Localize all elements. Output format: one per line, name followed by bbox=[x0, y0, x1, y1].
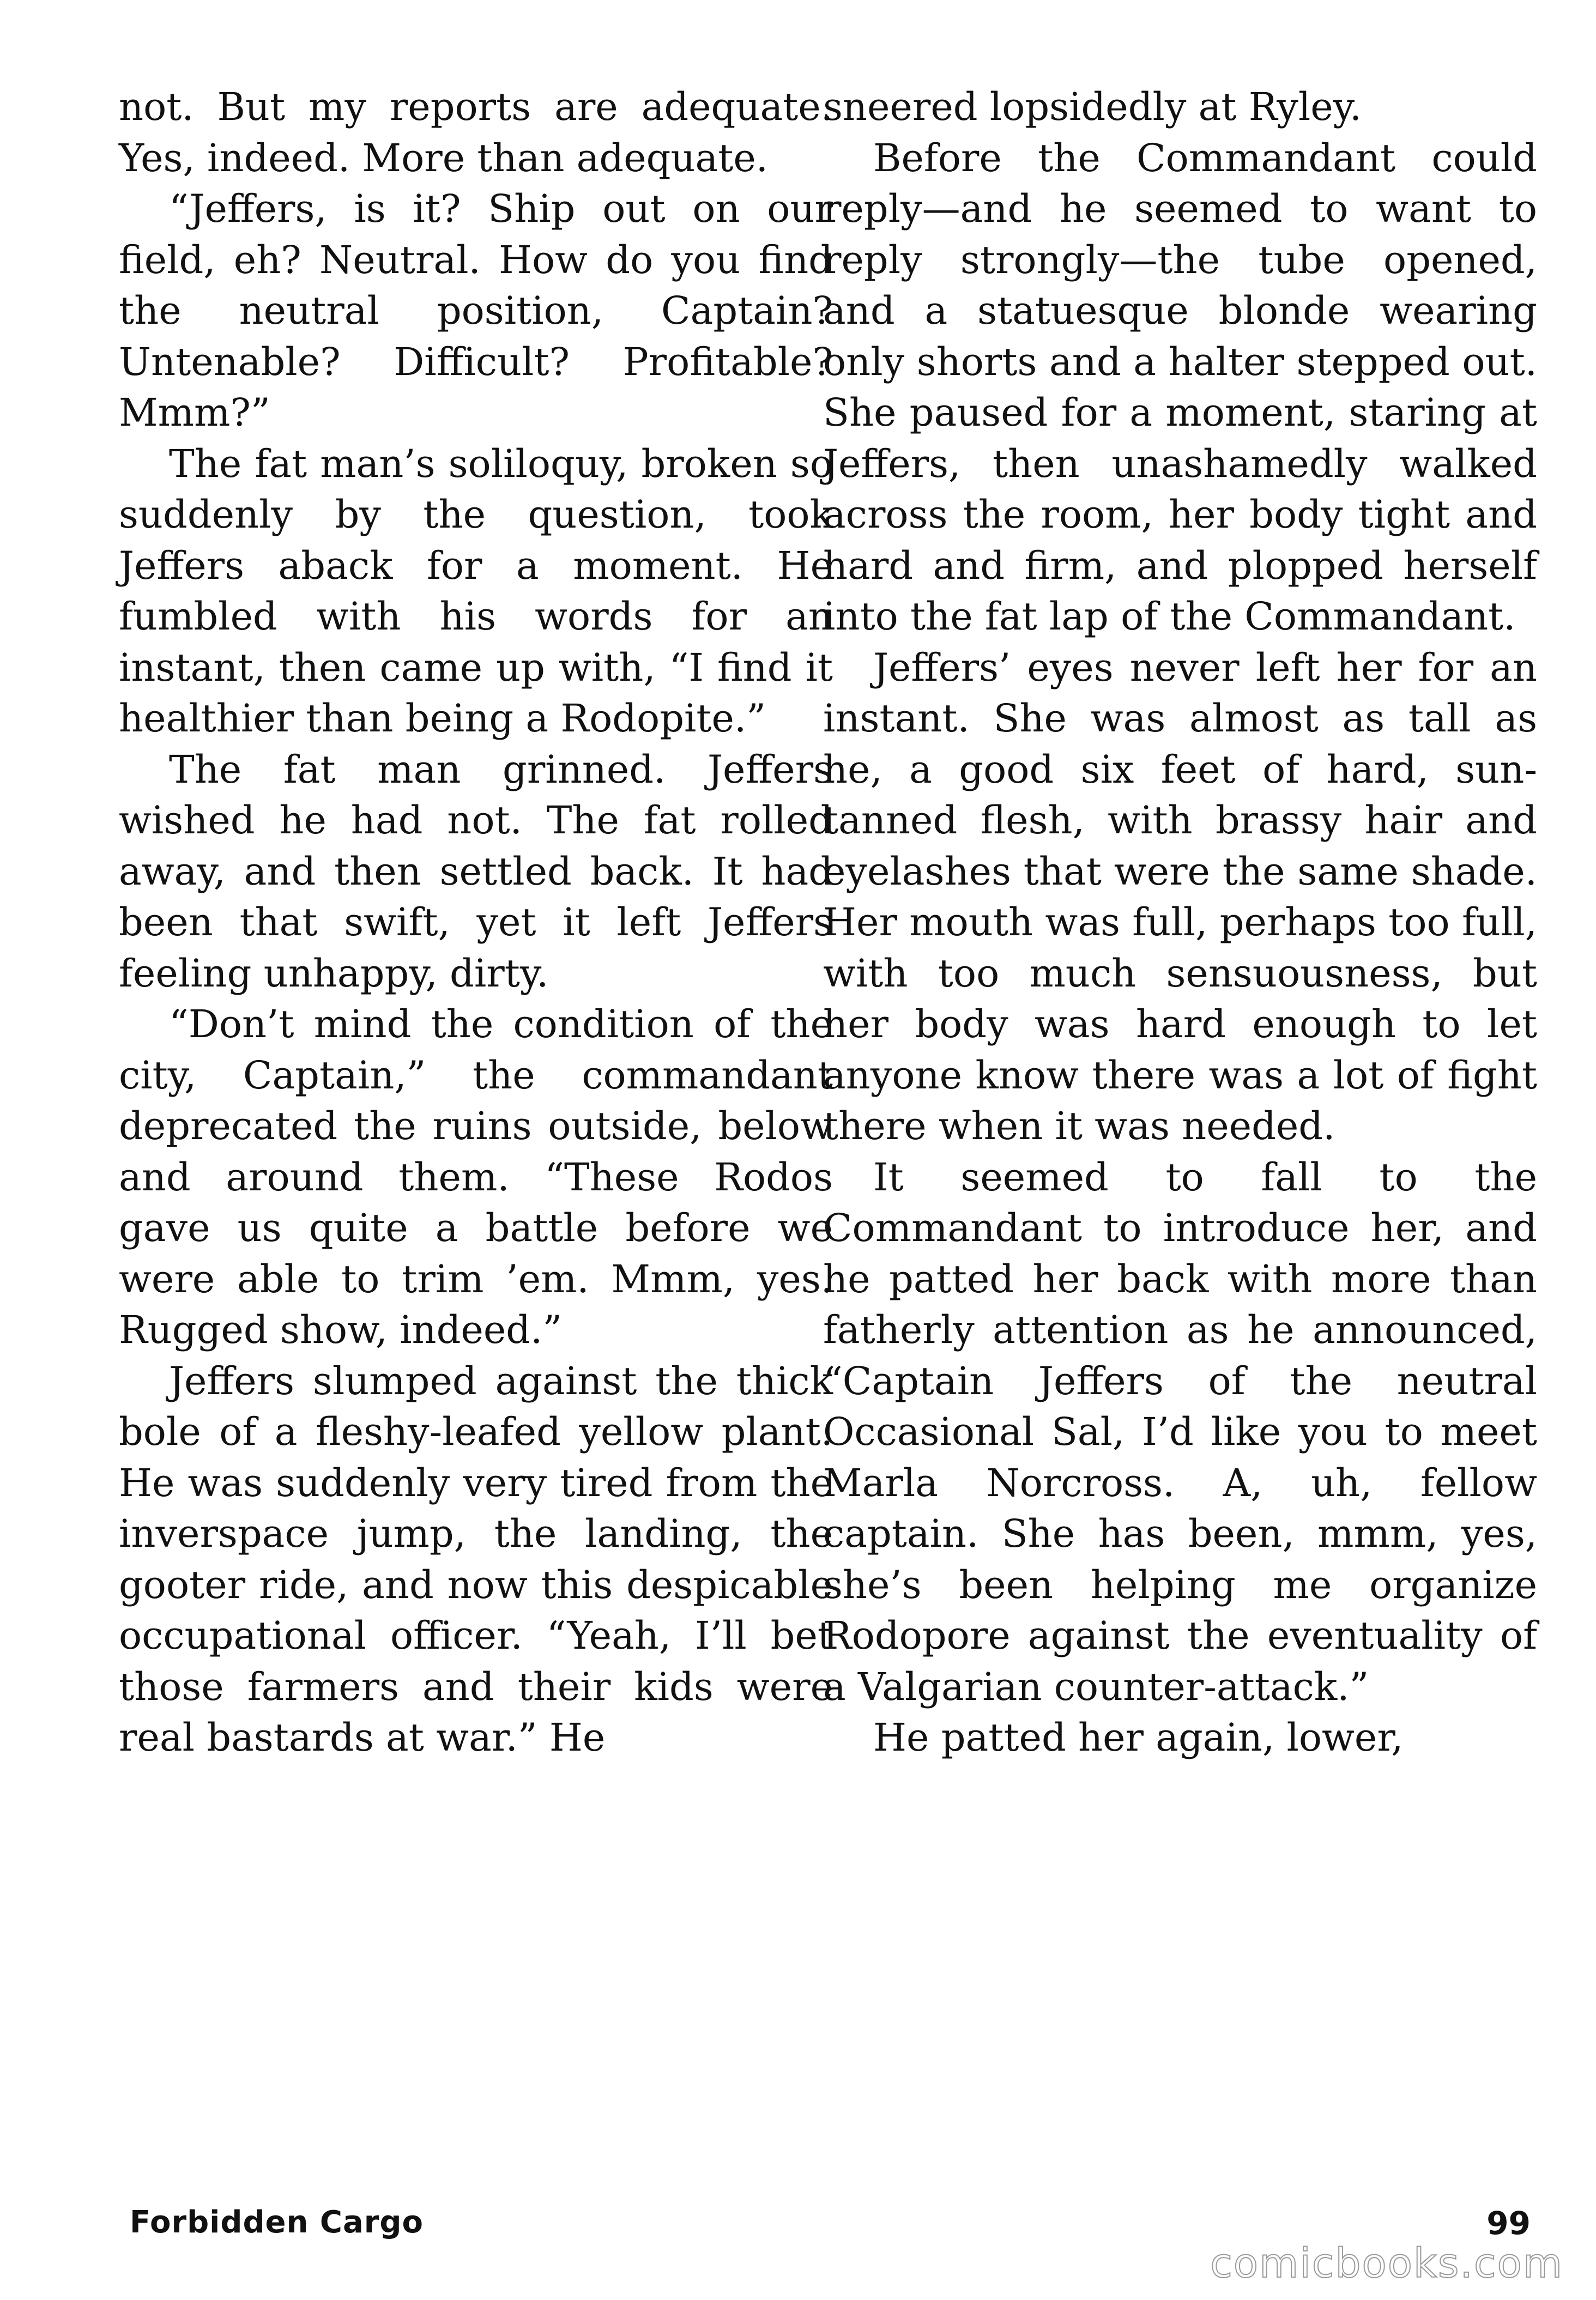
right-text-column bbox=[823, 82, 1537, 1764]
paragraph: The fat man’s soliloquy, broken so suddenly by the question, took Jeffers aback for a moment. He fumbled with his words for an instant, then came up with, “I find it healthier than being a Rodopite.” bbox=[119, 441, 833, 741]
paragraph: not. But my reports are adequate. Yes, indeed. More than adequate. bbox=[119, 84, 833, 180]
paragraph: He patted her again, lower, bbox=[873, 1715, 1404, 1760]
paragraph: “Don’t mind the condition of the city, Captain,” the commandant deprecated the ruins outside, below and around them. “These Rodos gave us quite a battle before we were able to trim ’em. Mmm, yes. Rugged show, indeed.” bbox=[119, 1002, 833, 1352]
paragraph: The fat man grinned. Jeffers wished he had not. The fat rolled away, and then settled back. It had been that swift, yet it left Jeffers feeling unhappy, dirty. bbox=[119, 747, 833, 996]
page-number: 99 bbox=[1486, 2205, 1531, 2242]
paragraph: Jeffers slumped against the thick bole of a fleshy-leafed yellow plant. He was suddenly very tired from the inverspace jump, the landing, the gooter ride, and now this despicable occupational officer. “Yeah, I’ll bet those farmers and their kids were real bastards at war.” He bbox=[119, 1358, 833, 1760]
paragraph: sneered lopsidedly at Ryley. bbox=[823, 84, 1362, 129]
paragraph: Jeffers’ eyes never left her for an instant. She was almost as tall as he, a good six feet of hard, sun-tanned flesh, with brassy hair and eyelashes that were the same shade. Her mouth was full, perhaps too full, with too much sensuousness, but her body was hard enough to let anyone know there was a lot of fight there when it was needed. bbox=[823, 645, 1537, 1148]
left-text-column bbox=[119, 82, 833, 1764]
paragraph: It seemed to fall to the Commandant to introduce her, and he patted her back with more than fatherly attention as he announced, “Captain Jeffers of the neutral Occasional Sal, I’d like you to meet Marla Norcross. A, uh, fellow captain. She has been, mmm, yes, she’s been helping me organize Rodopore against the eventuality of a Valgarian counter-attack.” bbox=[823, 1154, 1537, 1709]
paragraph: Before the Commandant could reply—and he seemed to want to reply strongly—the tube opened, and a statuesque blonde wearing only shorts and a halter stepped out. She paused for a moment, staring at Jeffers, then unashamedly walked across the room, her body tight and hard and firm, and plopped herself into the fat lap of the Commandant. bbox=[823, 135, 1537, 639]
running-title: Forbidden Cargo bbox=[130, 2205, 424, 2240]
site-watermark: comicbooks.com bbox=[1210, 2240, 1563, 2287]
paragraph: “Jeffers, is it? Ship out on our field, eh? Neutral. How do you find the neutral position, Captain? Untenable? Difficult? Profitable? Mmm?” bbox=[119, 186, 833, 435]
